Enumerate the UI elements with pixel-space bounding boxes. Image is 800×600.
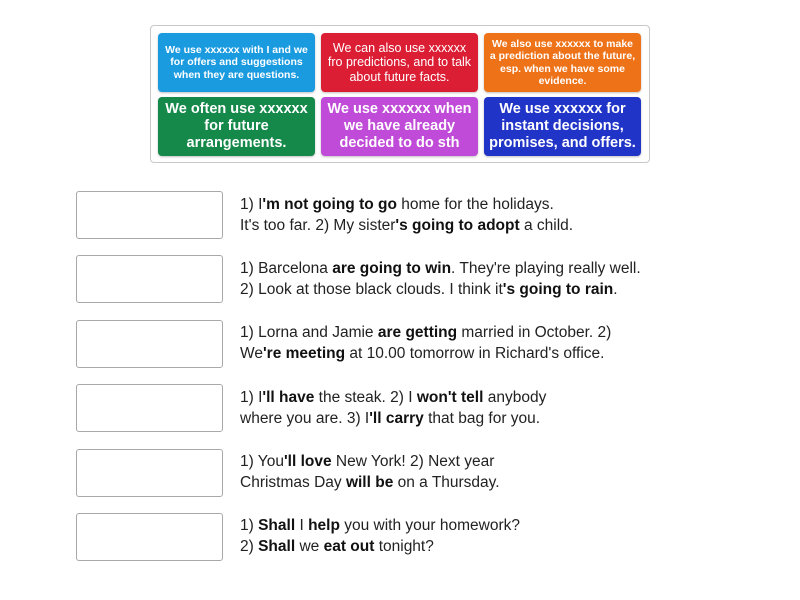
answer-card-will-predictions[interactable] (321, 33, 478, 92)
target-verb-phrase: are getting (377, 324, 458, 341)
target-verb-phrase: 're meeting (262, 344, 346, 362)
answer-drop-box[interactable] (76, 255, 223, 303)
sentence-line (240, 216, 710, 237)
sentence-line (240, 323, 710, 344)
sentence-text: It's too far. 2) My sister (240, 216, 396, 234)
sentence-line (240, 516, 710, 537)
sentence-text: anybody (483, 389, 547, 406)
target-verb-phrase: eat out (323, 537, 375, 555)
example-sentences (240, 516, 710, 557)
sentence-text: the steak. 2) I (314, 389, 417, 406)
sentence-text: 2) (240, 537, 259, 555)
sentence-line (240, 259, 710, 280)
sentence-text: . (613, 280, 618, 298)
answer-card-text: We use xxxxxx when we have already decided to do sth (327, 101, 472, 151)
answer-card-will-instant[interactable] (484, 97, 641, 156)
target-verb-phrase: 'm not going to go (262, 196, 397, 213)
sentence-text: that bag for you. (423, 409, 541, 427)
sentence-text: tonight? (374, 537, 434, 555)
answer-card-text: We also use xxxxxx to make a prediction about the future, esp. when we have some evidence. (489, 37, 636, 87)
answer-card-text: We often use xxxxxx for future arrangements. (165, 101, 308, 151)
answer-drop-box[interactable] (76, 449, 223, 497)
target-verb-phrase: 'll have (262, 389, 315, 406)
answer-drop-box[interactable] (76, 384, 223, 432)
target-verb-phrase: 's going to rain (502, 280, 614, 298)
target-verb-phrase: Shall (258, 517, 296, 534)
sentence-line (240, 473, 710, 494)
sentence-text: 1) (240, 517, 259, 534)
example-sentences (240, 388, 710, 429)
sentence-text: 2) Look at those black clouds. I think it (240, 280, 503, 298)
answer-card-present-continuous[interactable] (158, 97, 315, 156)
answer-drop-box[interactable] (76, 191, 223, 239)
sentence-text: where you are. 3) I (240, 409, 370, 427)
sentence-line (240, 280, 710, 301)
target-verb-phrase: 's going to adopt (395, 216, 520, 234)
sentence-text: married in October. 2) (457, 324, 612, 341)
sentence-text: home for the holidays. (396, 196, 554, 213)
target-verb-phrase: Shall (258, 537, 296, 555)
answer-card-shall-offers[interactable] (158, 33, 315, 92)
example-sentences (240, 259, 710, 300)
target-verb-phrase: won't tell (416, 389, 484, 406)
sentence-text: you with your homework? (339, 517, 520, 534)
target-verb-phrase: help (308, 517, 340, 534)
target-verb-phrase: will be (345, 473, 394, 491)
sentence-text: we (295, 537, 324, 555)
example-sentences (240, 195, 710, 236)
target-verb-phrase: are going to win (332, 260, 452, 277)
answer-card-going-to-decided[interactable] (321, 97, 478, 156)
sentence-text: Christmas Day (240, 473, 346, 491)
answer-card-text: We use xxxxxx with I and we for offers and suggestions when they are questions. (165, 43, 308, 81)
sentence-text: a child. (519, 216, 574, 234)
sentence-text: New York! 2) Next year (331, 453, 495, 470)
sentence-line (240, 344, 710, 365)
sentence-line (240, 409, 710, 430)
sentence-text: 1) Barcelona (240, 260, 333, 277)
example-sentences (240, 323, 710, 364)
sentence-line (240, 537, 710, 558)
sentence-line (240, 388, 710, 409)
sentence-text: . They're playing really well. (451, 260, 641, 277)
target-verb-phrase: 'll love (283, 453, 332, 470)
sentence-text: at 10.00 tomorrow in Richard's office. (345, 344, 605, 362)
answer-card-text: We use xxxxxx for instant decisions, promises, and offers. (489, 101, 636, 151)
sentence-text: I (295, 517, 309, 534)
sentence-text: 1) You (240, 453, 284, 470)
answer-drop-box[interactable] (76, 320, 223, 368)
example-sentences (240, 452, 710, 493)
sentence-text: 1) I (240, 389, 263, 406)
sentence-text: on a Thursday. (393, 473, 500, 491)
sentence-line (240, 195, 710, 216)
answer-drop-box[interactable] (76, 513, 223, 561)
answer-card-going-to-evidence[interactable] (484, 33, 641, 92)
sentence-text: We (240, 344, 263, 362)
sentence-line (240, 452, 710, 473)
sentence-text: 1) Lorna and Jamie (240, 324, 378, 341)
answer-card-text: We can also use xxxxxx fro predictions, and to talk about future facts. (327, 40, 472, 84)
sentence-text: 1) I (240, 196, 263, 213)
answer-card-bank (150, 25, 650, 163)
target-verb-phrase: 'll carry (369, 409, 424, 427)
